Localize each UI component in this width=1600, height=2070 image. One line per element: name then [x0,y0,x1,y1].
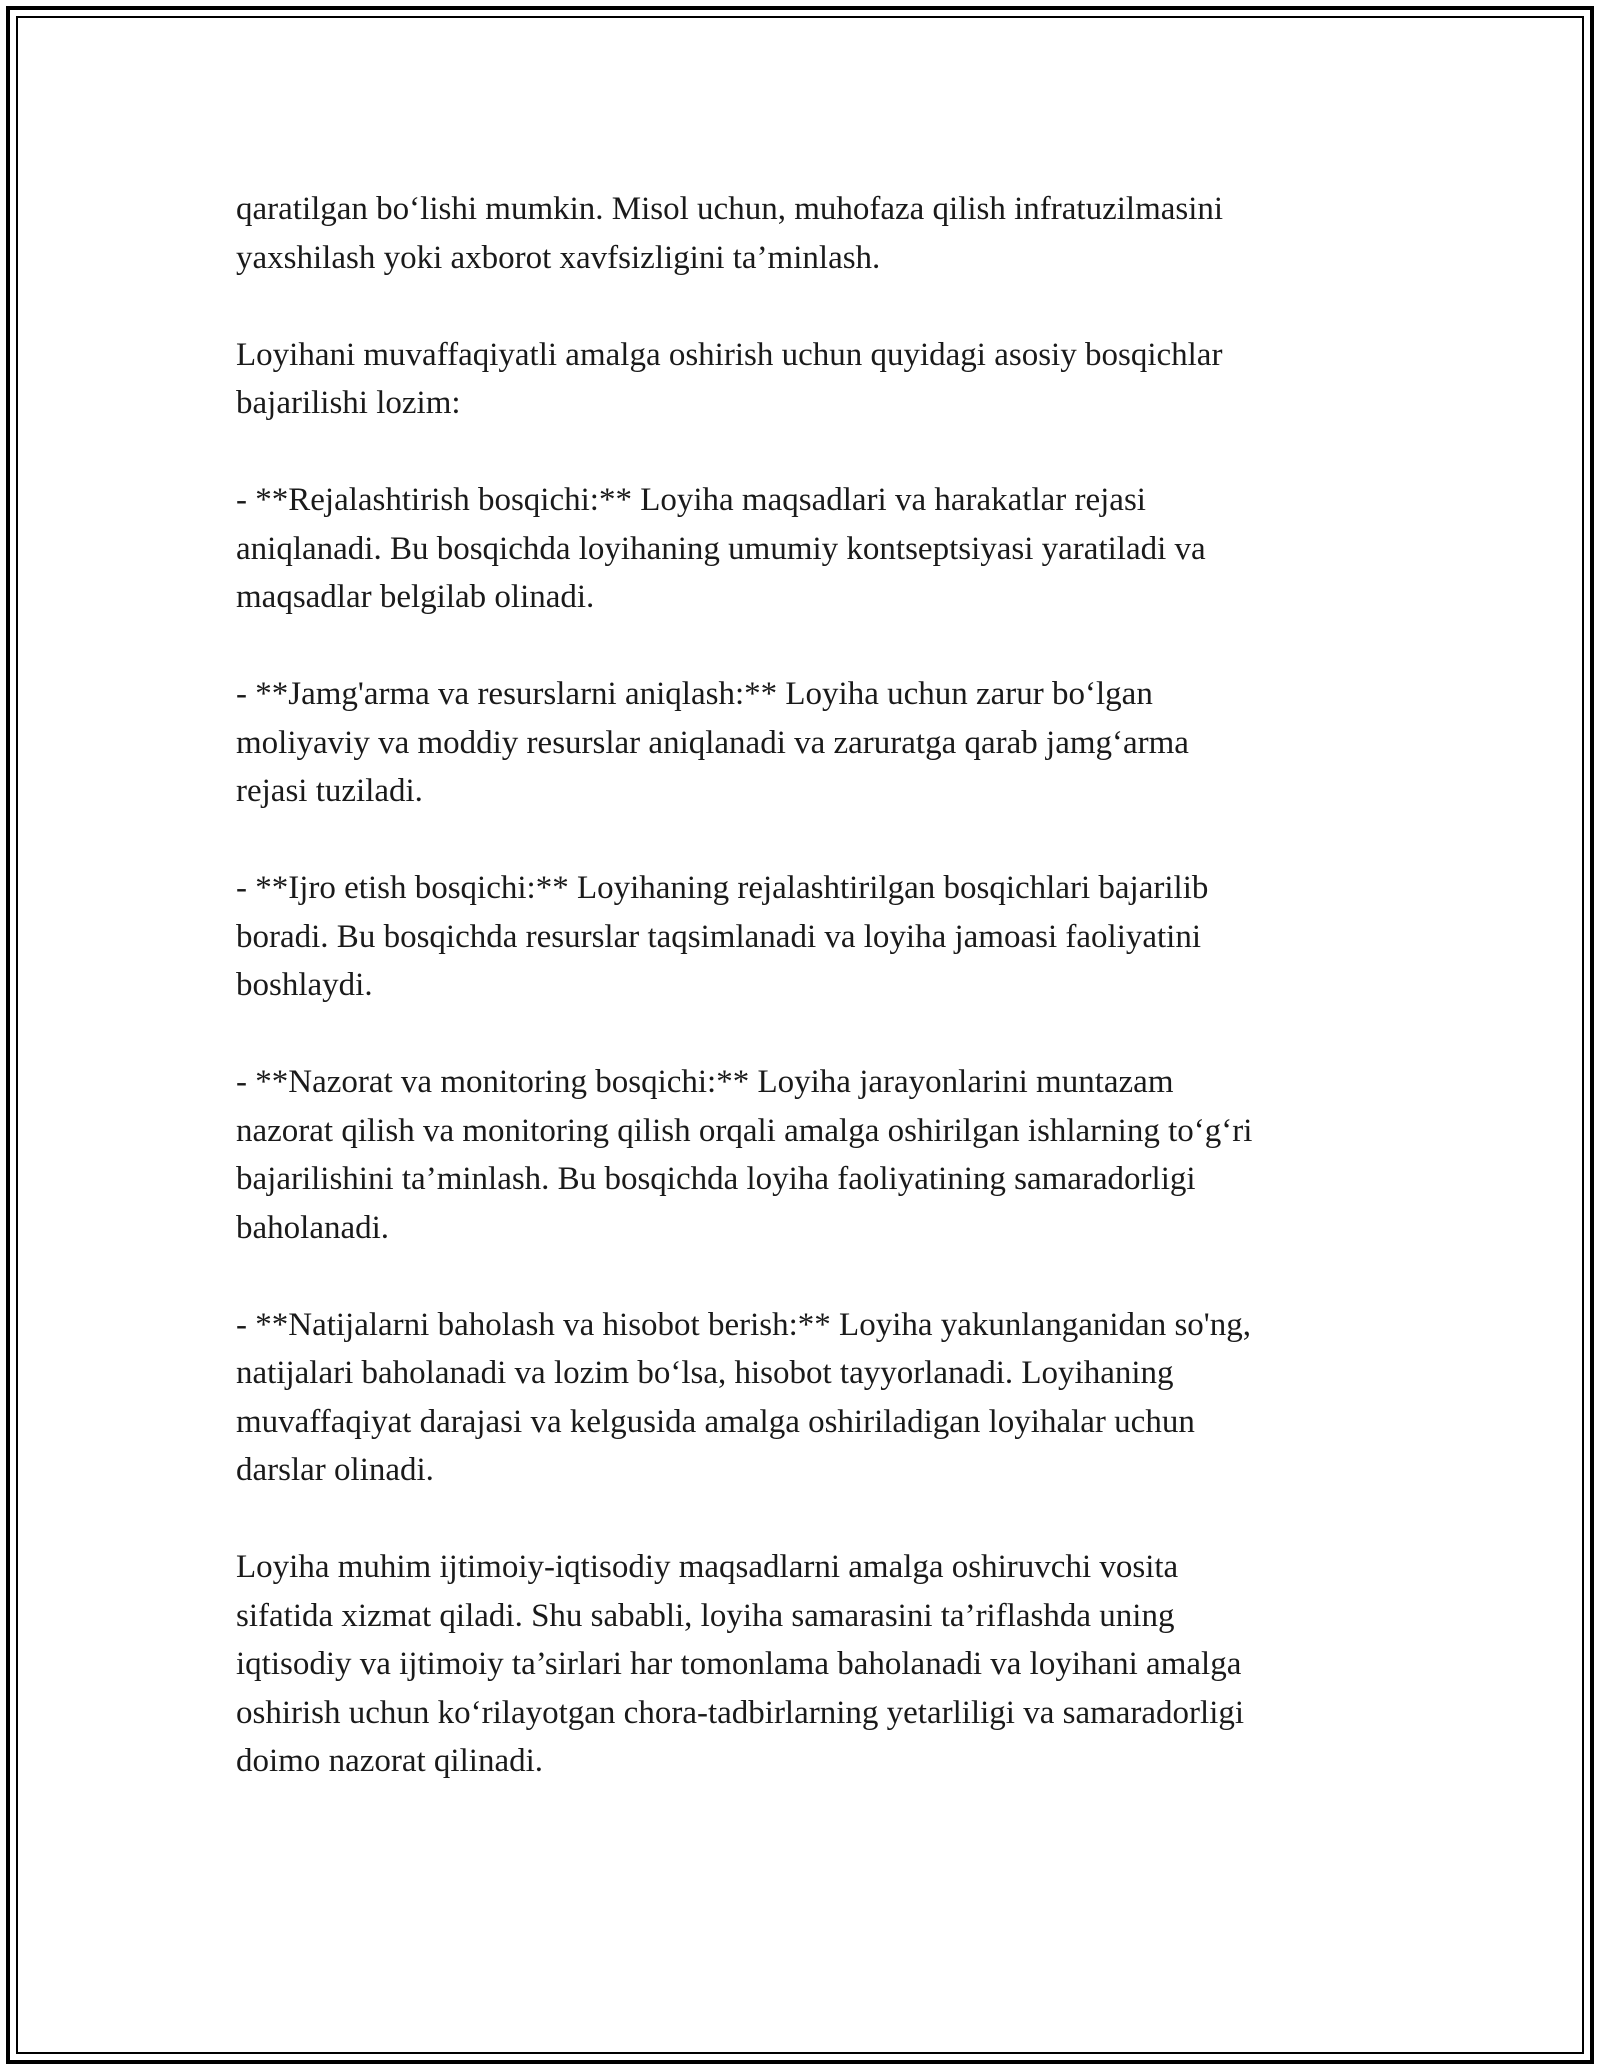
list-item-execution-stage: - **Ijro etish bosqichi:** Loyihaning rejalashtirilgan bosqichlari bajarilib boradi. Bu bosqichda resurslar taqsimlanadi va loyiha jamoasi faoliyatini boshlaydi. [236,870,1209,1003]
list-item-resources-stage: - **Jamg'arma va resurslarni aniqlash:** Loyiha uchun zarur bo‘lgan moliyaviy va moddiy resurslar aniqlanadi va zaruratga qarab jamg‘arma rejasi tuziladi. [236,676,1189,809]
list-item-evaluation-stage: - **Natijalarni baholash va hisobot berish:** Loyiha yakunlanganidan so'ng, natijalari baholanadi va lozim bo‘lsa, hisobot tayyorlanadi. Loyihaning muvaffaqiyat darajasi va kelgusida amalga oshiriladigan loyihalar uchun darslar olinadi. [236,1306,1251,1488]
list-item-planning-stage: - **Rejalashtirish bosqichi:** Loyiha maqsadlari va harakatlar rejasi aniqlanadi. Bu bosqichda loyihaning umumiy kontseptsiyasi yaratiladi va maqsadlar belgilab olinadi. [236,482,1206,615]
list-item-monitoring-stage: - **Nazorat va monitoring bosqichi:** Loyiha jarayonlarini muntazam nazorat qilish va monitoring qilish orqali amalga oshirilgan ishlarning to‘g‘ri bajarilishini ta’minlash. Bu bosqichda loyiha faoliyatining samaradorligi baholanadi. [236,1064,1253,1246]
paragraph-intro-continuation: qaratilgan bo‘lishi mumkin. Misol uchun, muhofaza qilish infratuzilmasini yaxshilash yoki axborot xavfsizligini ta’minlash. [236,191,1224,276]
paragraph-conclusion: Loyiha muhim ijtimoiy-iqtisodiy maqsadlarni amalga oshiruvchi vosita sifatida xizmat qiladi. Shu sababli, loyiha samarasini ta’riflashda uning iqtisodiy va ijtimoiy ta’sirlari har tomonlama baholanadi va loyihani amalga oshirish uchun ko‘rilayotgan chora-tadbirlarning yetarliligi va samaradorligi doimo nazorat qilinadi. [236,1549,1245,1779]
paragraph-stages-intro: Loyihani muvaffaqiyatli amalga oshirish uchun quyidagi asosiy bosqichlar bajarilishi lozim: [236,336,1223,421]
document-body [236,185,1386,1834]
